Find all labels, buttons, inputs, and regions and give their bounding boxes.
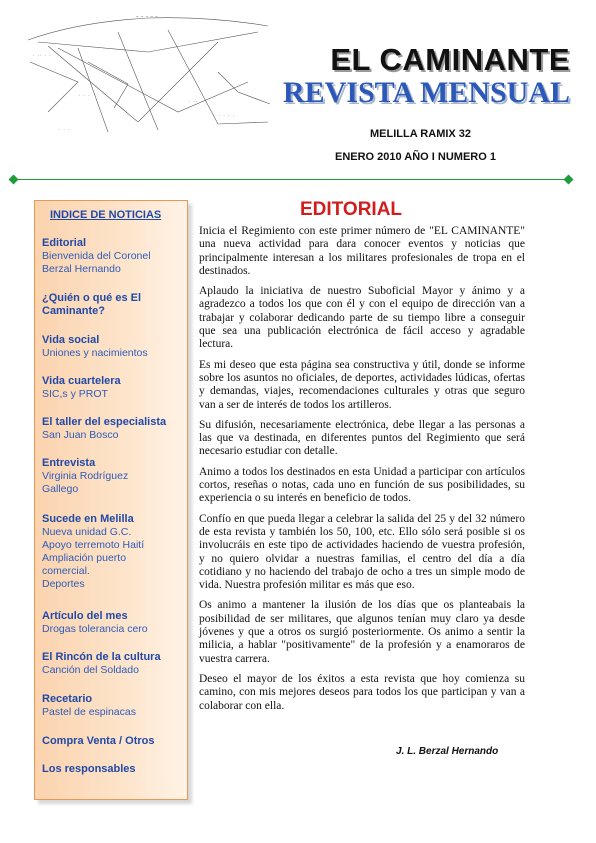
toc-item-vida-social[interactable]: Vida social Uniones y nacimientos: [42, 334, 148, 359]
toc-item-responsables[interactable]: Los responsables: [42, 763, 136, 775]
toc-item-vida-cuartelera[interactable]: Vida cuartelera SIC,s y PROT: [42, 375, 121, 400]
svg-text:. .. .: . .. .: [188, 98, 203, 103]
issue-date: ENERO 2010 AÑO I NUMERO 1: [335, 151, 496, 163]
issue-location: MELILLA RAMIX 32: [370, 128, 472, 140]
editorial-paragraph: Animo a todos los destinados en esta Unidad a participar con artículos cortos, reseñas o notas, cada uno en función de sus posibilidades, su experiencia o su interés en beneficio de todos.: [199, 465, 525, 505]
editorial-paragraph: Confío en que pueda llegar a celebrar la salida del 25 y del 32 número de esta revista y también los 50, 100, etc. Ello sólo será posible si os involucráis en este tipo de actividades haciendo de vuestra profesión, y no quiero olvidar a nuestras familias, el centro del día a día cotidiano y no haciendo del trabajo de ocho a tres un simple modo de vida. Nuestra profesión militar es más que eso.: [199, 512, 525, 592]
masthead-title: EL CAMINANTE: [330, 42, 570, 77]
toc-item-articulo-mes[interactable]: Artículo del mes Drogas tolerancia cero: [42, 610, 148, 635]
editorial-paragraph: Aplaudo la iniciativa de nuestro Suboficial Mayor y ánimo y a agradezco a todos los que con él y con el equipo de dirección van a trabajar y colaborar dedicando parte de su tiempo libre a conseguir que sea una publicación electrónica de fácil acceso y agradable lectura.: [199, 285, 525, 351]
divider-left-diamond: [9, 175, 19, 185]
editorial-paragraph: Es mi deseo que esta página sea constructiva y útil, donde se informe sobre los asuntos no oficiales, de deportes, actividades lúdicas, ofertas y demandas, viajes, recomendaciones culturales y otras que seguro van a ser de interés de todos los artilleros.: [199, 358, 525, 411]
toc-item-recetario[interactable]: Recetario Pastel de espinacas: [42, 693, 136, 718]
editorial-body: [199, 225, 525, 720]
editorial-heading: EDITORIAL: [300, 199, 403, 220]
news-index-heading: INDICE DE NOTICIAS: [50, 209, 162, 221]
svg-text:. .. . .: . .. . .: [32, 52, 52, 57]
divider-right-diamond: [564, 175, 574, 185]
svg-text:. . . .: . . . .: [218, 112, 235, 117]
editorial-paragraph: Su difusión, necesariamente electrónica, debe llegar a las personas a las que va destinada, en diferentes puntos del Regimiento que será necesario estudiar con detalle.: [199, 418, 525, 458]
toc-item-sucede-melilla[interactable]: Sucede en Melilla Nueva unidad G.C. Apoyo terremoto Haití Ampliación puerto comercial. Deportes: [42, 513, 145, 590]
toc-item-editorial[interactable]: Editorial Bienvenida del Coronel Berzal Hernando: [42, 237, 151, 275]
svg-text:~ ~ ~ ~ ~: ~ ~ ~ ~ ~: [136, 14, 158, 19]
editorial-paragraph: Os animo a mantener la ilusión de los días que os planteabais la posibilidad de ser militares, que algunos tenían muy claro ya desde jóvenes y que a otros os surgió posteriormente. Os animo a sentir la milicia, a hablar "positivamente" de la profesión y a enamoraros de vuestra carrera.: [199, 599, 525, 665]
editorial-paragraph: Deseo el mayor de los éxitos a esta revista que hoy comienza su camino, con mis mejores deseos para todos los que participan y van a colaborar con ella.: [199, 672, 525, 712]
svg-text:. . .: . . .: [58, 126, 71, 131]
toc-item-compra-venta[interactable]: Compra Venta / Otros: [42, 735, 155, 747]
header-divider: [14, 179, 569, 180]
toc-item-quien-es[interactable]: ¿Quién o qué es El Caminante?: [42, 292, 142, 317]
toc-item-entrevista[interactable]: Entrevista Virginia Rodríguez Gallego: [42, 457, 129, 495]
toc-item-rincon-cultura[interactable]: El Rincón de la cultura Canción del Soldado: [42, 651, 161, 676]
svg-text:. . .: . . .: [78, 92, 91, 97]
editorial-paragraph: Inicia el Regimiento con este primer número de "EL CAMINANTE" una nueva actividad para dara conocer eventos y noticias que principalmente interesan a los militares profesionales de tropa en el destinados.: [199, 225, 525, 277]
masthead-subtitle: REVISTA MENSUAL: [282, 76, 570, 109]
editorial-signature: J. L. Berzal Hernando: [396, 746, 499, 757]
surveying-sketch-illustration: [18, 12, 280, 140]
toc-item-taller-especialista[interactable]: El taller del especialista San Juan Bosco: [42, 416, 167, 441]
